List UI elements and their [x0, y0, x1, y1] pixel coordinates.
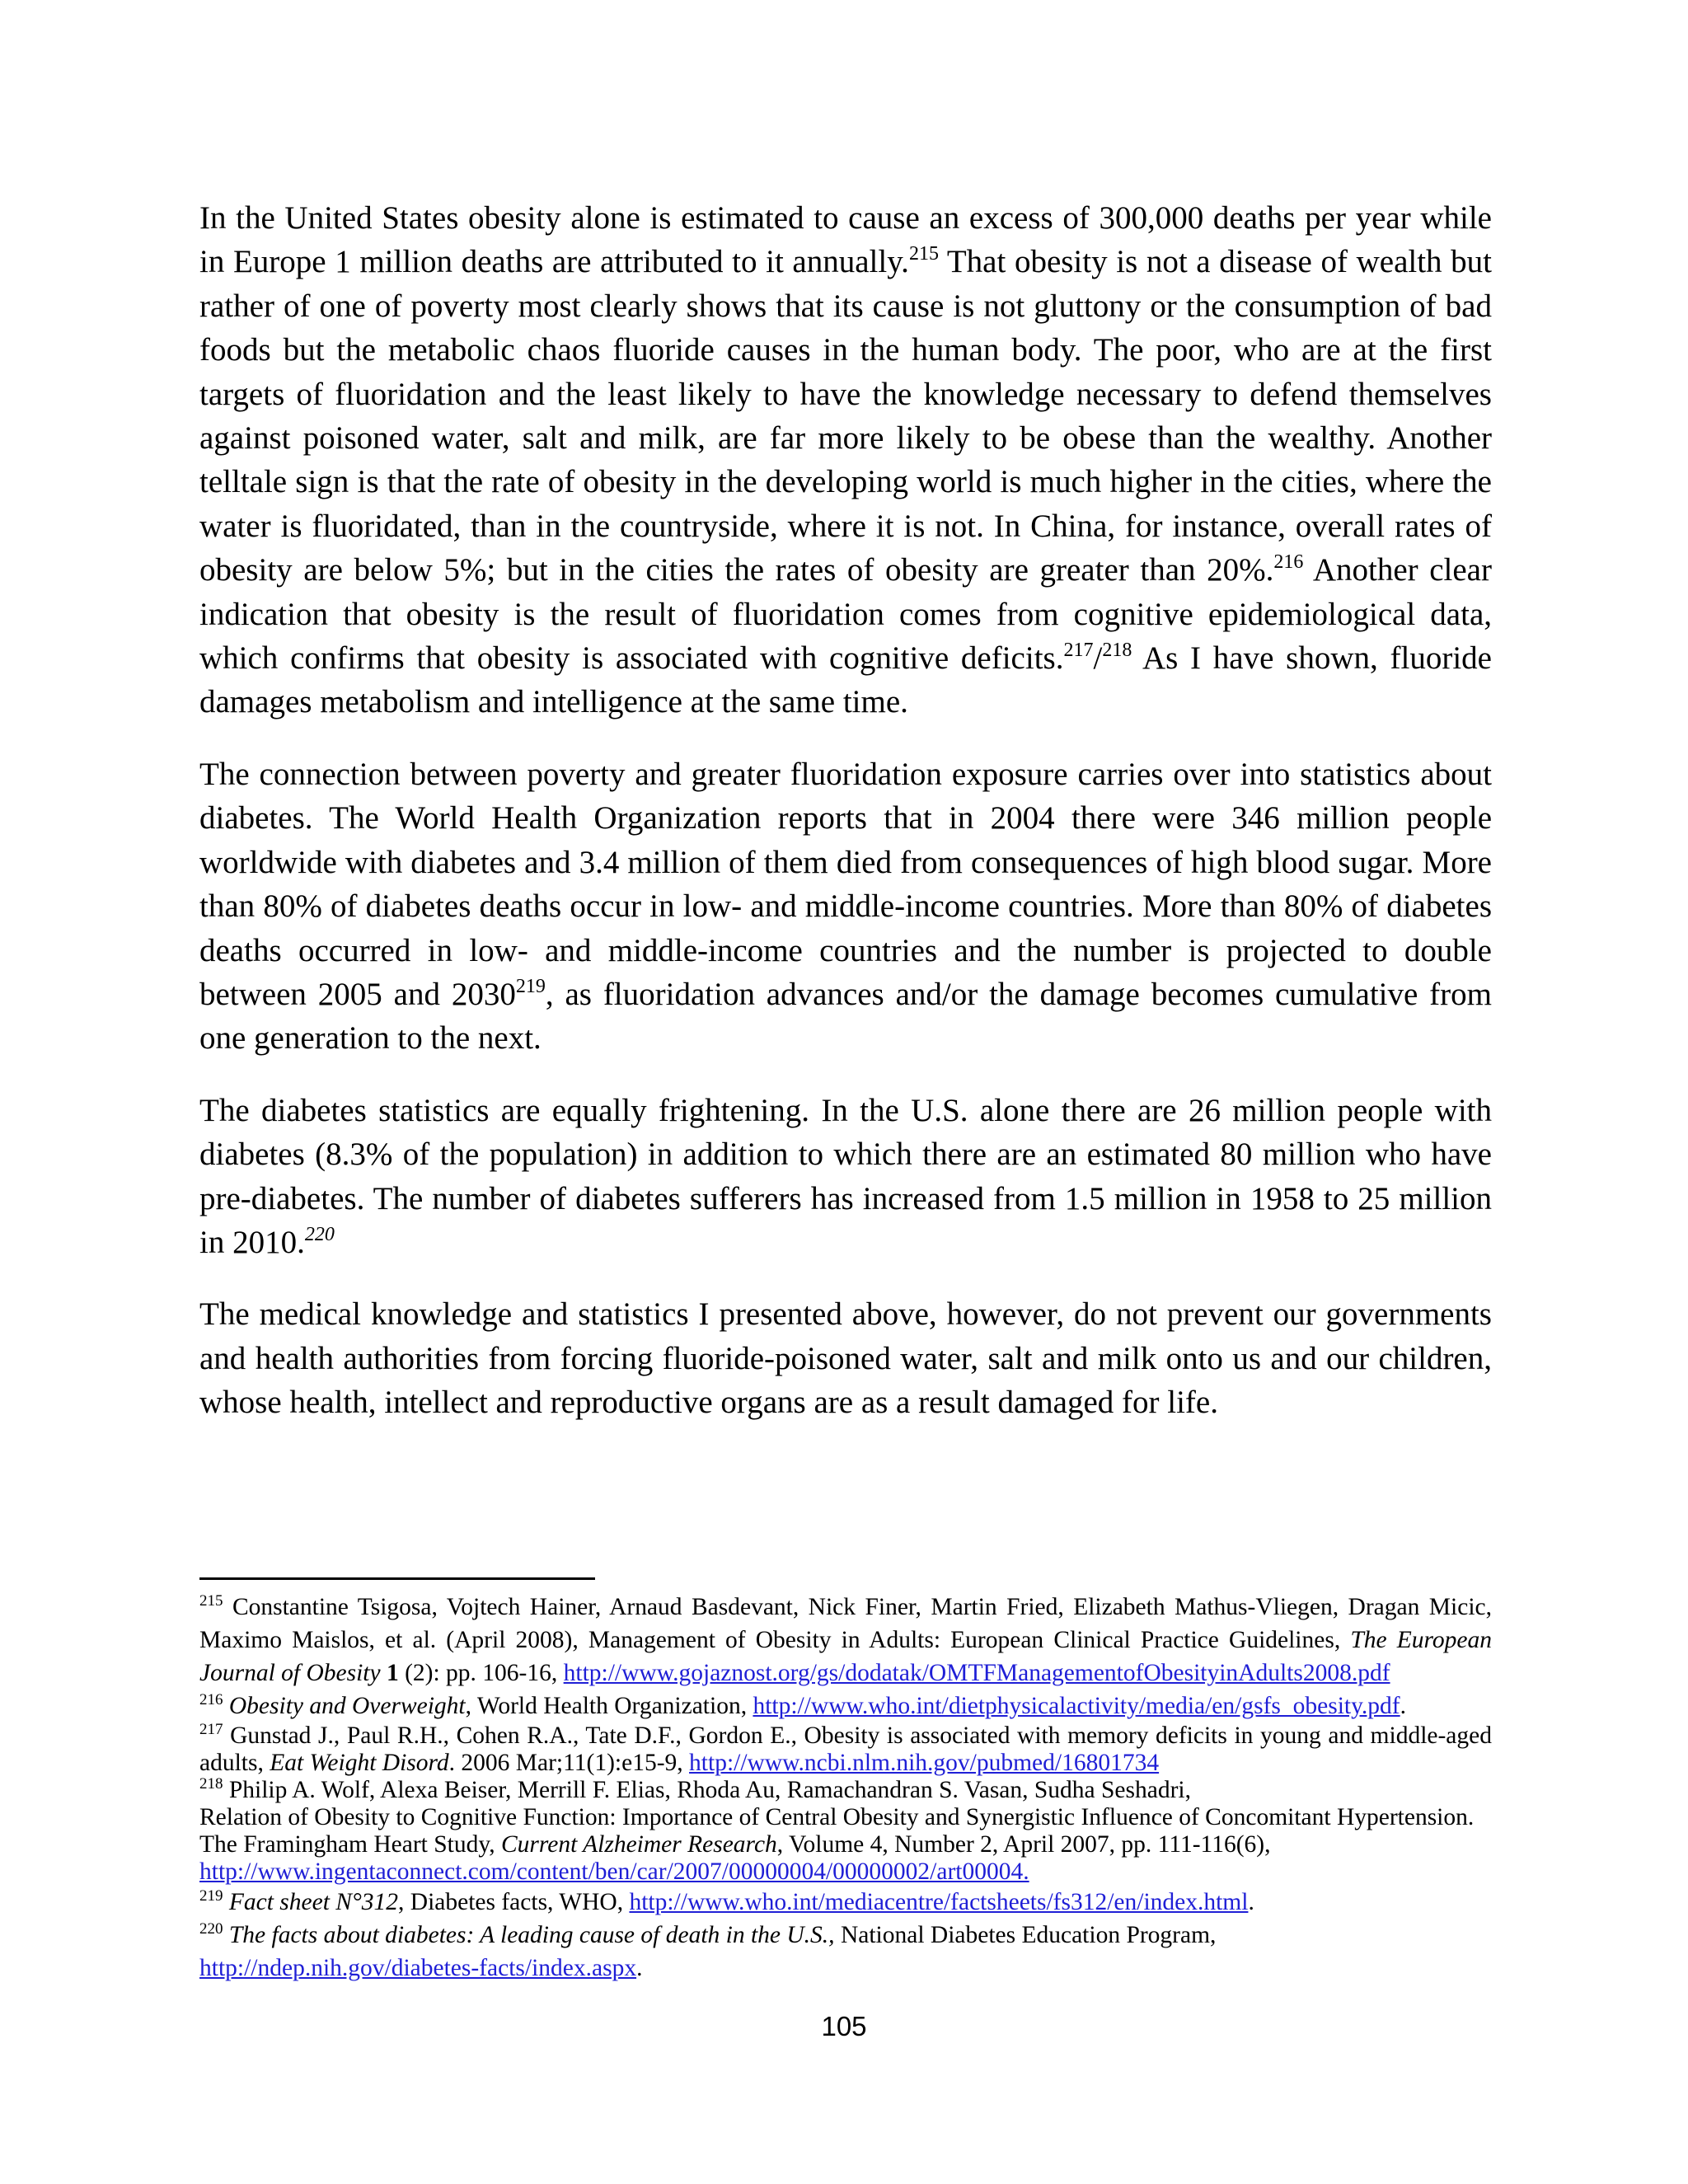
footnote-217: $^{217}$ Gunstad J., Paul R.H., Cohen R.A., Tate D.F., Gordon E., Obesity is associated with memory deficits in young and middle-aged adults, Eat Weight Disord. 2006 Mar;11(1):e15-9, http://www.ncbi.nlm.nih.gov/pubmed/16801734 [199, 1721, 1492, 1776]
paragraph-diabetes-statistics: The diabetes statistics are equally frightening. In the U.S. alone there are 26 million people with diabetes (8.3% of the population) in addition to which there are an estimated 80 million who have pre-diabetes. The number of diabetes sufferers has increased from 1.5 million in 1958 to 25 million in 2010.$^{220}$ [199, 1092, 1492, 1260]
footnote-215-link[interactable]: http://www.gojaznost.org/gs/dodatak/OMTFManagementofObesityinAdults2008.pdf [563, 1660, 1390, 1686]
page-number: 105 [821, 2011, 867, 2041]
footnote-ref-216[interactable]: 216 [1273, 551, 1304, 574]
body-text [199, 196, 1492, 1453]
paragraph-obesity: In the United States obesity alone is estimated to cause an excess of 300,000 deaths per year while in Europe 1 million deaths are attributed to it annually.$^{215}$ That obesity is not a disease of wealth but rather of one of poverty most clearly shows that its cause is not gluttony or the consumption of bad foods but the metabolic chaos fluoride causes in the human body. The poor, who are at the first targets of fluoridation and the least likely to have the knowledge necessary to defend themselves against poisoned water, salt and milk, are far more likely to be obese than the wealthy. Another telltale sign is that the rate of obesity in the developing world is much higher in the cities, where the water is fluoridated, than in the countryside, where it is not. In China, for instance, overall rates of obesity are below 5%; but in the cities the rates of obesity are greater than 20%.$^{216}$ Another clear indication that obesity is the result of fluoridation comes from cognitive epidemiological data, which confirms that obesity is associated with cognitive deficits.$^{217}$/$^{218}$ As I have shown, fluoride damages metabolism and intelligence at the same time. [199, 200, 1493, 720]
footnote-ref-215[interactable]: 215 [908, 243, 939, 265]
footnote-216-link[interactable]: http://www.who.int/dietphysicalactivity/media/en/gsfs_obesity.pdf [753, 1693, 1400, 1719]
footnote-220-link[interactable]: http://ndep.nih.gov/diabetes-facts/index.aspx [199, 1955, 637, 1981]
footnote-ref-218[interactable]: 218 [1102, 640, 1132, 662]
footnote-216: $^{216}$ Obesity and Overweight, World Health Organization, http://www.who.int/dietphysicalactivity/media/en/gsfs_obesity.pdf. [199, 1691, 1407, 1719]
footnotes [199, 1591, 1492, 1985]
footnote-220: $^{220}$ The facts about diabetes: A leading cause of death in the U.S., National Diabetes Education Program, http://ndep.nih.gov/diabetes-facts/index.aspx. [199, 1920, 1217, 1981]
footnote-ref-220[interactable]: 220 [304, 1223, 335, 1245]
footnote-ref-217[interactable]: 217 [1063, 640, 1094, 662]
footnote-219-link[interactable]: http://www.who.int/mediacentre/factsheets/fs312/en/index.html [629, 1889, 1249, 1915]
footnote-215: $^{215}$ Constantine Tsigosa, Vojtech Hainer, Arnaud Basdevant, Nick Finer, Martin Fried, Elizabeth Mathus-Vliegen, Dragan Micic, Maximo Maislos, et al. (April 2008), Management of Obesity in Adults: European Clinical Practice Guidelines, The European Journal of Obesity 1 (2): pp. 106-16, http://www.gojaznost.org/gs/dodatak/OMTFManagementofObesityinAdults2008.pdf [199, 1592, 1493, 1686]
footnote-218-link[interactable]: http://www.ingentaconnect.com/content/ben/car/2007/00000004/00000002/art00004. [199, 1858, 1029, 1885]
paragraph-poverty-diabetes: The connection between poverty and greater fluoridation exposure carries over into statistics about diabetes. The World Health Organization reports that in 2004 there were 346 million people worldwide with diabetes and 3.4 million of them died from consequences of high blood sugar. More than 80% of diabetes deaths occur in low- and middle-income countries. More than 80% of diabetes deaths occurred in low- and middle-income countries and the number is projected to double between 2005 and 2030$^{219}$, as fluoridation advances and/or the damage becomes cumulative from one generation to the next. [199, 756, 1492, 1057]
footnote-ref-219[interactable]: 219 [515, 975, 546, 997]
footnote-219: $^{219}$ Fact sheet N°312, Diabetes facts, WHO, http://www.who.int/mediacentre/factsheets/fs312/en/index.html. [199, 1887, 1254, 1915]
footnote-separator [199, 1577, 595, 1580]
paragraph-conclusion: The medical knowledge and statistics I presented above, however, do not prevent our governments and health authorities from forcing fluoride-poisoned water, salt and milk onto us and our children, whose health, intellect and reproductive organs are as a result damaged for life. [199, 1296, 1492, 1421]
footnote-217-link[interactable]: http://www.ncbi.nlm.nih.gov/pubmed/16801734 [689, 1750, 1160, 1776]
footnote-218: $^{218}$ Philip A. Wolf, Alexa Beiser, Merrill F. Elias, Rhoda Au, Ramachandran S. Vasan, Sudha Seshadri, Relation of Obesity to Cognitive Function: Importance of Central Obesity and Synergistic Influence of Concomitant Hypertension. The Framingham Heart Study, Current Alzheimer Research, Volume 4, Number 2, April 2007, pp. 111-116(6), http://www.ingentaconnect.com/content/ben/car/2007/00000004/00000002/art00004. [199, 1775, 1475, 1885]
